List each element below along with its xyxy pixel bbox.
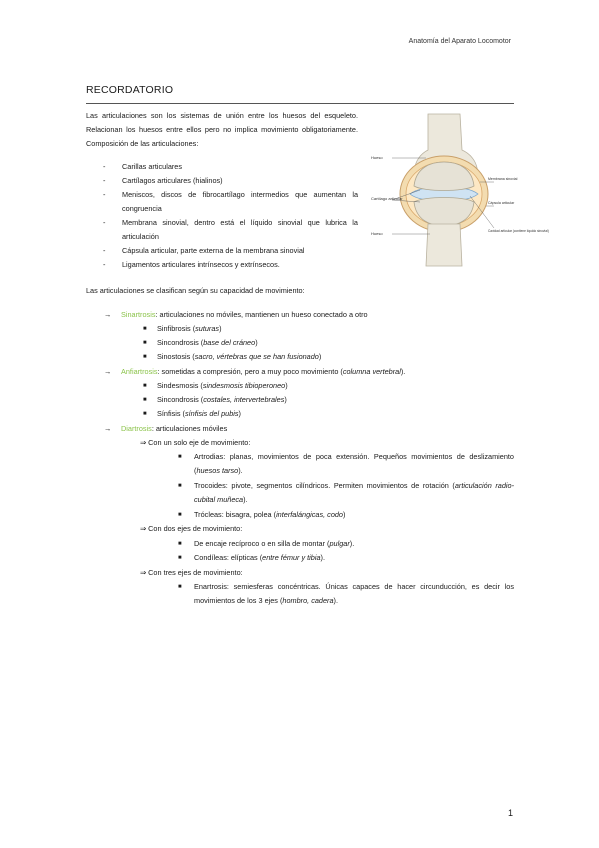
diartrosis-group-label: ⇒ Con un solo eje de movimiento: bbox=[140, 438, 251, 447]
square-bullet-icon: ■ bbox=[143, 397, 147, 403]
arrow-icon: → bbox=[104, 367, 112, 376]
square-bullet-icon: ■ bbox=[143, 411, 147, 417]
arrow-icon: → bbox=[104, 310, 112, 319]
diartrosis-item: ■ Enartrosis: semiesferas concéntricas. Únicas capaces de hacer circunducción, es decir los movimientos de los 3 ejes (hombro, cadera). bbox=[178, 582, 514, 605]
component-item: - Carillas articulares bbox=[103, 162, 183, 171]
square-bullet-icon: ■ bbox=[178, 555, 182, 561]
label-hueso-top: Hueso bbox=[371, 155, 383, 160]
diartrosis-group-label: ⇒ Con tres ejes de movimiento: bbox=[140, 568, 243, 577]
anfiartrosis-entry: → Anfiartrosis: sometidas a compresión, pero a muy poco movimiento (columna vertebral). bbox=[104, 365, 405, 379]
page-number: 1 bbox=[507, 808, 513, 818]
component-item: - Ligamentos articulares intrínsecos y extrínsecos. bbox=[103, 260, 280, 269]
sinartrosis-item: ■ Sinostosis (sacro, vértebras que se han fusionado) bbox=[143, 350, 321, 364]
sinartrosis-item: ■ Sinfibrosis (suturas) bbox=[143, 322, 222, 336]
component-item: - Membrana sinovial, dentro está el líquido sinovial que lubrica la articulación bbox=[103, 218, 358, 241]
anfiartrosis-item: ■ Sínfisis (sínfisis del pubis) bbox=[143, 407, 241, 421]
label-cartilago: Cartílago articular bbox=[371, 196, 403, 201]
double-arrow-icon: ⇒ bbox=[140, 568, 147, 577]
square-bullet-icon: ■ bbox=[143, 326, 147, 332]
diartrosis-group-label: ⇒ Con dos ejes de movimiento: bbox=[140, 524, 243, 533]
square-bullet-icon: ■ bbox=[143, 340, 147, 346]
diartrosis-entry: → Diartrosis: articulaciones móviles bbox=[104, 422, 227, 436]
double-arrow-icon: ⇒ bbox=[140, 438, 147, 447]
component-item: - Cápsula articular, parte externa de la membrana sinovial bbox=[103, 246, 305, 255]
arrow-icon: → bbox=[104, 424, 112, 433]
square-bullet-icon: ■ bbox=[178, 584, 182, 590]
label-capsula: Cápsula articular bbox=[488, 201, 515, 205]
label-membrana: Membrana sinovial bbox=[488, 177, 518, 181]
square-bullet-icon: ■ bbox=[178, 512, 182, 518]
square-bullet-icon: ■ bbox=[143, 383, 147, 389]
title-underline bbox=[86, 103, 514, 104]
square-bullet-icon: ■ bbox=[143, 354, 147, 360]
diartrosis-item: ■ Condíleas: elípticas (entre fémur y tibia). bbox=[178, 551, 514, 565]
diartrosis-item: ■ Trocoides: pivote, segmentos cilíndricos. Permiten movimientos de rotación (articulación radio-cubital muñeca). bbox=[178, 481, 514, 504]
square-bullet-icon: ■ bbox=[178, 541, 182, 547]
running-header: Anatomía del Aparato Locomotor bbox=[408, 38, 511, 45]
sinartrosis-item: ■ Sincondrosis (base del cráneo) bbox=[143, 336, 258, 350]
component-item: - Meniscos, discos de fibrocartílago intermedios que aumentan la congruencia bbox=[103, 190, 358, 213]
double-arrow-icon: ⇒ bbox=[140, 524, 147, 533]
diartrosis-item: ■ De encaje recíproco o en silla de montar (pulgar). bbox=[178, 537, 514, 551]
component-item: - Cartílagos articulares (hialinos) bbox=[103, 176, 223, 185]
label-hueso-bottom: Hueso bbox=[371, 231, 383, 236]
diartrosis-item: ■ Trócleas: bisagra, polea (interfalángicas, codo) bbox=[178, 508, 514, 522]
sinartrosis-entry: → Sinartrosis: articulaciones no móviles, mantienen un hueso conectado a otro bbox=[104, 308, 368, 322]
anfiartrosis-item: ■ Sincondrosis (costales, intervertebrales) bbox=[143, 393, 287, 407]
intro-paragraph: Las articulaciones son los sistemas de unión entre los huesos del esqueleto. Relacionan los huesos entre ellos pero no implica movimiento obligatoriamente. Composición de las articulaciones: bbox=[86, 111, 358, 148]
square-bullet-icon: ■ bbox=[178, 483, 182, 489]
anfiartrosis-item: ■ Sindesmosis (sindesmosis tibioperoneo) bbox=[143, 379, 288, 393]
diartrosis-item: ■ Artrodias: planas, movimientos de poca extensión. Pequeños movimientos de deslizamiento (huesos tarso). bbox=[178, 452, 514, 475]
synovial-joint-figure bbox=[370, 110, 549, 270]
section-title: RECORDATORIO bbox=[86, 84, 174, 96]
classification-intro: Las articulaciones se clasifican según su capacidad de movimiento: bbox=[86, 286, 305, 295]
label-cavidad: Cavidad articular (contiene líquido sinovial) bbox=[488, 229, 549, 233]
square-bullet-icon: ■ bbox=[178, 454, 182, 460]
